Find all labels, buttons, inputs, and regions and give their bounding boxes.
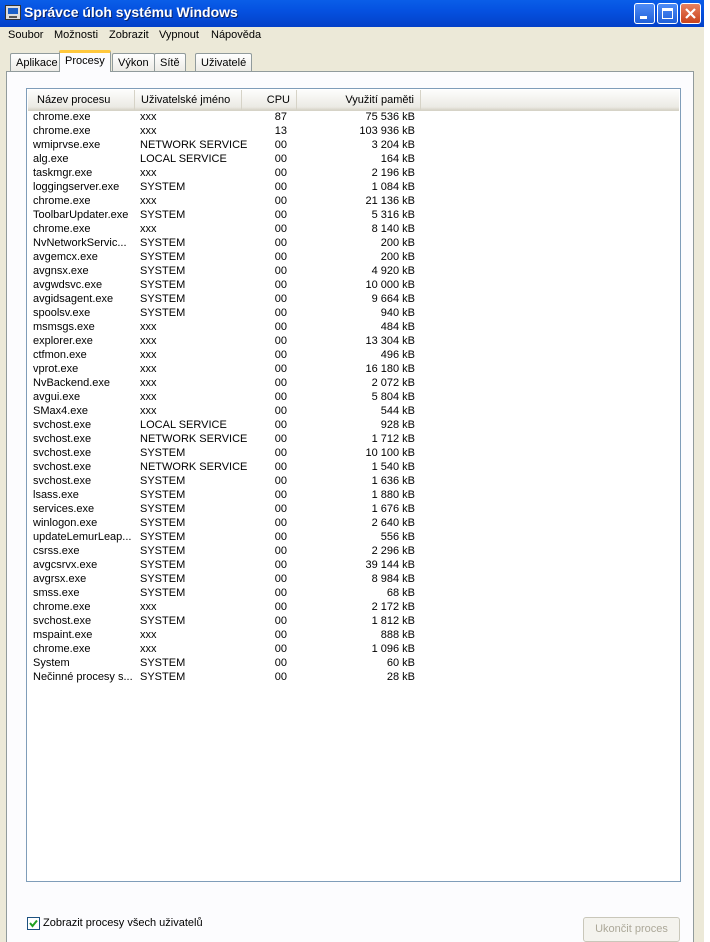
process-name: explorer.exe	[33, 335, 93, 347]
process-name: winlogon.exe	[33, 517, 98, 529]
process-cpu: 87	[274, 111, 287, 123]
process-user: NETWORK SERVICE	[140, 433, 248, 445]
process-memory: 60 kB	[386, 657, 415, 669]
table-row[interactable]	[27, 138, 680, 152]
table-row[interactable]	[27, 656, 680, 670]
process-name: avgemcx.exe	[33, 251, 98, 263]
process-name: NvNetworkServic...	[33, 237, 127, 249]
table-row[interactable]	[27, 334, 680, 348]
process-name: SMax4.exe	[33, 405, 89, 417]
window-title: Správce úloh systému Windows	[24, 4, 238, 20]
process-rows	[27, 110, 680, 684]
process-name: NvBackend.exe	[33, 377, 111, 389]
process-cpu: 00	[274, 195, 287, 207]
process-name: chrome.exe	[33, 643, 91, 655]
column-header-memory[interactable]: Využití paměti	[297, 90, 421, 110]
table-row[interactable]	[27, 460, 680, 474]
table-row[interactable]	[27, 516, 680, 530]
table-row[interactable]	[27, 194, 680, 208]
process-cpu: 00	[274, 573, 287, 585]
process-cpu: 00	[274, 279, 287, 291]
menu-view[interactable]: Zobrazit	[109, 29, 149, 41]
process-memory: 888 kB	[380, 629, 415, 641]
process-memory: 5 804 kB	[371, 391, 415, 403]
process-memory: 8 140 kB	[371, 223, 415, 235]
process-user: xxx	[140, 363, 157, 375]
process-cpu: 00	[274, 447, 287, 459]
list-header	[28, 90, 679, 111]
process-cpu: 00	[274, 433, 287, 445]
process-list[interactable]	[26, 88, 681, 882]
process-cpu: 00	[274, 265, 287, 277]
process-user: SYSTEM	[140, 559, 186, 571]
process-name: avgnsx.exe	[33, 265, 89, 277]
process-cpu: 00	[274, 377, 287, 389]
process-name: updateLemurLeap...	[33, 531, 132, 543]
process-memory: 1 540 kB	[371, 461, 415, 473]
process-cpu: 00	[274, 181, 287, 193]
process-cpu: 00	[274, 419, 287, 431]
table-row[interactable]	[27, 544, 680, 558]
process-name: msmsgs.exe	[33, 321, 95, 333]
process-name: avgcsrvx.exe	[33, 559, 98, 571]
table-row[interactable]	[27, 390, 680, 404]
title-bar[interactable]	[0, 0, 704, 28]
tab-applications[interactable]: Aplikace	[10, 53, 64, 71]
process-memory: 75 536 kB	[365, 111, 415, 123]
process-cpu: 00	[274, 657, 287, 669]
tab-strip	[0, 50, 704, 72]
process-user: SYSTEM	[140, 671, 186, 683]
process-memory: 16 180 kB	[365, 363, 415, 375]
process-user: xxx	[140, 349, 157, 361]
table-row[interactable]	[27, 250, 680, 264]
tab-users[interactable]: Uživatelé	[195, 53, 252, 71]
process-memory: 556 kB	[380, 531, 415, 543]
process-user: SYSTEM	[140, 307, 186, 319]
menu-file[interactable]: Soubor	[8, 29, 44, 41]
process-name: smss.exe	[33, 587, 80, 599]
process-memory: 200 kB	[380, 251, 415, 263]
process-memory: 928 kB	[380, 419, 415, 431]
table-row[interactable]	[27, 180, 680, 194]
footer	[26, 914, 706, 942]
process-name: chrome.exe	[33, 125, 91, 137]
table-row[interactable]	[27, 642, 680, 656]
process-cpu: 00	[274, 601, 287, 613]
process-memory: 484 kB	[380, 321, 415, 333]
process-user: SYSTEM	[140, 573, 186, 585]
process-cpu: 00	[274, 559, 287, 571]
process-cpu: 00	[274, 517, 287, 529]
table-row[interactable]	[27, 292, 680, 306]
process-cpu: 00	[274, 139, 287, 151]
process-name: avgidsagent.exe	[33, 293, 114, 305]
process-user: SYSTEM	[140, 545, 186, 557]
process-cpu: 00	[274, 335, 287, 347]
process-memory: 68 kB	[386, 587, 415, 599]
table-row[interactable]	[27, 264, 680, 278]
table-row[interactable]	[27, 236, 680, 250]
menu-bar	[0, 27, 704, 47]
tab-networking[interactable]: Sítě	[154, 53, 186, 71]
process-cpu: 00	[274, 167, 287, 179]
process-name: taskmgr.exe	[33, 167, 93, 179]
close-icon	[681, 4, 700, 23]
process-name: wmiprvse.exe	[33, 139, 101, 151]
table-row[interactable]	[27, 670, 680, 684]
process-user: SYSTEM	[140, 503, 186, 515]
process-cpu: 00	[274, 503, 287, 515]
table-row[interactable]	[27, 488, 680, 502]
table-row[interactable]	[27, 110, 680, 124]
process-cpu: 00	[274, 531, 287, 543]
process-name: alg.exe	[33, 153, 69, 165]
process-user: xxx	[140, 377, 157, 389]
process-name: mspaint.exe	[33, 629, 93, 641]
process-name: lsass.exe	[33, 489, 79, 501]
table-row[interactable]	[27, 404, 680, 418]
process-user: SYSTEM	[140, 531, 186, 543]
process-memory: 1 812 kB	[371, 615, 415, 627]
process-name: svchost.exe	[33, 419, 92, 431]
process-user: SYSTEM	[140, 517, 186, 529]
minimize-icon	[635, 4, 654, 23]
process-cpu: 00	[274, 153, 287, 165]
process-cpu: 00	[274, 363, 287, 375]
minimize-button[interactable]	[634, 3, 655, 24]
process-user: NETWORK SERVICE	[140, 461, 248, 473]
process-memory: 2 196 kB	[371, 167, 415, 179]
process-cpu: 00	[274, 251, 287, 263]
process-name: chrome.exe	[33, 223, 91, 235]
process-user: SYSTEM	[140, 209, 186, 221]
process-memory: 21 136 kB	[365, 195, 415, 207]
table-row[interactable]	[27, 362, 680, 376]
process-name: svchost.exe	[33, 461, 92, 473]
process-name: svchost.exe	[33, 433, 92, 445]
process-user: SYSTEM	[140, 181, 186, 193]
process-user: xxx	[140, 195, 157, 207]
process-memory: 200 kB	[380, 237, 415, 249]
process-user: xxx	[140, 125, 157, 137]
process-name: Nečinné procesy s...	[33, 671, 133, 683]
table-row[interactable]	[27, 376, 680, 390]
table-row[interactable]	[27, 614, 680, 628]
process-cpu: 00	[274, 643, 287, 655]
process-memory: 103 936 kB	[359, 125, 415, 137]
process-cpu: 00	[274, 629, 287, 641]
process-memory: 2 072 kB	[371, 377, 415, 389]
process-memory: 9 664 kB	[371, 293, 415, 305]
close-button[interactable]	[680, 3, 701, 24]
process-memory: 3 204 kB	[371, 139, 415, 151]
process-user: xxx	[140, 111, 157, 123]
process-user: SYSTEM	[140, 615, 186, 627]
process-memory: 2 640 kB	[371, 517, 415, 529]
process-cpu: 13	[274, 125, 287, 137]
column-header-name[interactable]: Název procesu	[28, 90, 135, 110]
process-cpu: 00	[274, 209, 287, 221]
process-memory: 2 172 kB	[371, 601, 415, 613]
table-row[interactable]	[27, 432, 680, 446]
process-memory: 544 kB	[380, 405, 415, 417]
process-name: ctfmon.exe	[33, 349, 87, 361]
process-memory: 164 kB	[380, 153, 415, 165]
process-user: xxx	[140, 391, 157, 403]
table-row[interactable]	[27, 586, 680, 600]
process-user: SYSTEM	[140, 489, 186, 501]
table-row[interactable]	[27, 474, 680, 488]
process-memory: 2 296 kB	[371, 545, 415, 557]
process-user: SYSTEM	[140, 657, 186, 669]
process-cpu: 00	[274, 293, 287, 305]
process-cpu: 00	[274, 587, 287, 599]
table-row[interactable]	[27, 208, 680, 222]
process-user: xxx	[140, 321, 157, 333]
process-memory: 1 084 kB	[371, 181, 415, 193]
process-user: SYSTEM	[140, 447, 186, 459]
process-cpu: 00	[274, 489, 287, 501]
table-row[interactable]	[27, 320, 680, 334]
table-row[interactable]	[27, 124, 680, 138]
tab-performance[interactable]: Výkon	[112, 53, 155, 71]
process-memory: 10 000 kB	[365, 279, 415, 291]
menu-options[interactable]: Možnosti	[54, 29, 99, 41]
process-memory: 4 920 kB	[371, 265, 415, 277]
window-edge	[704, 0, 710, 942]
table-row[interactable]	[27, 278, 680, 292]
table-row[interactable]	[27, 600, 680, 614]
process-user: xxx	[140, 601, 157, 613]
table-row[interactable]	[27, 166, 680, 180]
process-user: xxx	[140, 629, 157, 641]
table-row[interactable]	[27, 628, 680, 642]
process-memory: 1 676 kB	[371, 503, 415, 515]
process-name: svchost.exe	[33, 475, 92, 487]
process-memory: 1 712 kB	[371, 433, 415, 445]
process-user: xxx	[140, 405, 157, 417]
process-user: LOCAL SERVICE	[140, 153, 227, 165]
table-row[interactable]	[27, 222, 680, 236]
process-name: chrome.exe	[33, 601, 91, 613]
column-header-cpu[interactable]: CPU	[242, 90, 297, 110]
process-memory: 13 304 kB	[365, 335, 415, 347]
tab-processes[interactable]: Procesy	[59, 50, 111, 72]
show-all-processes-checkbox[interactable]	[27, 917, 40, 930]
process-user: LOCAL SERVICE	[140, 419, 227, 431]
process-memory: 39 144 kB	[365, 559, 415, 571]
process-user: SYSTEM	[140, 265, 186, 277]
table-row[interactable]	[27, 152, 680, 166]
process-name: avgwdsvc.exe	[33, 279, 103, 291]
process-user: SYSTEM	[140, 293, 186, 305]
column-header-user[interactable]: Uživatelské jméno	[135, 90, 242, 110]
process-name: System	[33, 657, 70, 669]
menu-shutdown[interactable]: Vypnout	[159, 29, 199, 41]
table-row[interactable]	[27, 502, 680, 516]
process-cpu: 00	[274, 405, 287, 417]
process-cpu: 00	[274, 545, 287, 557]
table-row[interactable]	[27, 306, 680, 320]
process-user: SYSTEM	[140, 587, 186, 599]
table-row[interactable]	[27, 418, 680, 432]
process-user: xxx	[140, 335, 157, 347]
task-manager-icon	[5, 5, 21, 20]
process-user: SYSTEM	[140, 251, 186, 263]
process-memory: 8 984 kB	[371, 573, 415, 585]
process-memory: 5 316 kB	[371, 209, 415, 221]
process-memory: 940 kB	[380, 307, 415, 319]
maximize-icon	[658, 4, 677, 23]
table-row[interactable]	[27, 530, 680, 544]
process-cpu: 00	[274, 391, 287, 403]
process-memory: 496 kB	[380, 349, 415, 361]
process-user: SYSTEM	[140, 279, 186, 291]
table-row[interactable]	[27, 348, 680, 362]
show-all-processes-label[interactable]: Zobrazit procesy všech uživatelů	[43, 917, 203, 929]
maximize-button[interactable]	[657, 3, 678, 24]
process-memory: 1 880 kB	[371, 489, 415, 501]
process-cpu: 00	[274, 475, 287, 487]
process-user: NETWORK SERVICE	[140, 139, 248, 151]
process-user: xxx	[140, 167, 157, 179]
process-name: avgui.exe	[33, 391, 81, 403]
process-name: spoolsv.exe	[33, 307, 91, 319]
process-cpu: 00	[274, 307, 287, 319]
process-memory: 1 636 kB	[371, 475, 415, 487]
table-row[interactable]	[27, 572, 680, 586]
table-row[interactable]	[27, 446, 680, 460]
process-cpu: 00	[274, 237, 287, 249]
process-memory: 10 100 kB	[365, 447, 415, 459]
process-name: services.exe	[33, 503, 95, 515]
process-cpu: 00	[274, 321, 287, 333]
process-name: chrome.exe	[33, 195, 91, 207]
process-name: svchost.exe	[33, 615, 92, 627]
process-name: csrss.exe	[33, 545, 80, 557]
process-name: svchost.exe	[33, 447, 92, 459]
process-user: SYSTEM	[140, 237, 186, 249]
end-process-button[interactable]: Ukončit proces	[583, 917, 680, 942]
process-name: loggingserver.exe	[33, 181, 120, 193]
process-cpu: 00	[274, 615, 287, 627]
process-name: vprot.exe	[33, 363, 79, 375]
process-user: xxx	[140, 643, 157, 655]
process-cpu: 00	[274, 671, 287, 683]
process-cpu: 00	[274, 223, 287, 235]
checkmark-icon	[28, 918, 39, 929]
process-name: ToolbarUpdater.exe	[33, 209, 129, 221]
process-user: xxx	[140, 223, 157, 235]
process-memory: 1 096 kB	[371, 643, 415, 655]
process-memory: 28 kB	[386, 671, 415, 683]
process-cpu: 00	[274, 349, 287, 361]
process-name: chrome.exe	[33, 111, 91, 123]
process-cpu: 00	[274, 461, 287, 473]
process-name: avgrsx.exe	[33, 573, 87, 585]
table-row[interactable]	[27, 558, 680, 572]
menu-help[interactable]: Nápověda	[211, 29, 262, 41]
process-user: SYSTEM	[140, 475, 186, 487]
